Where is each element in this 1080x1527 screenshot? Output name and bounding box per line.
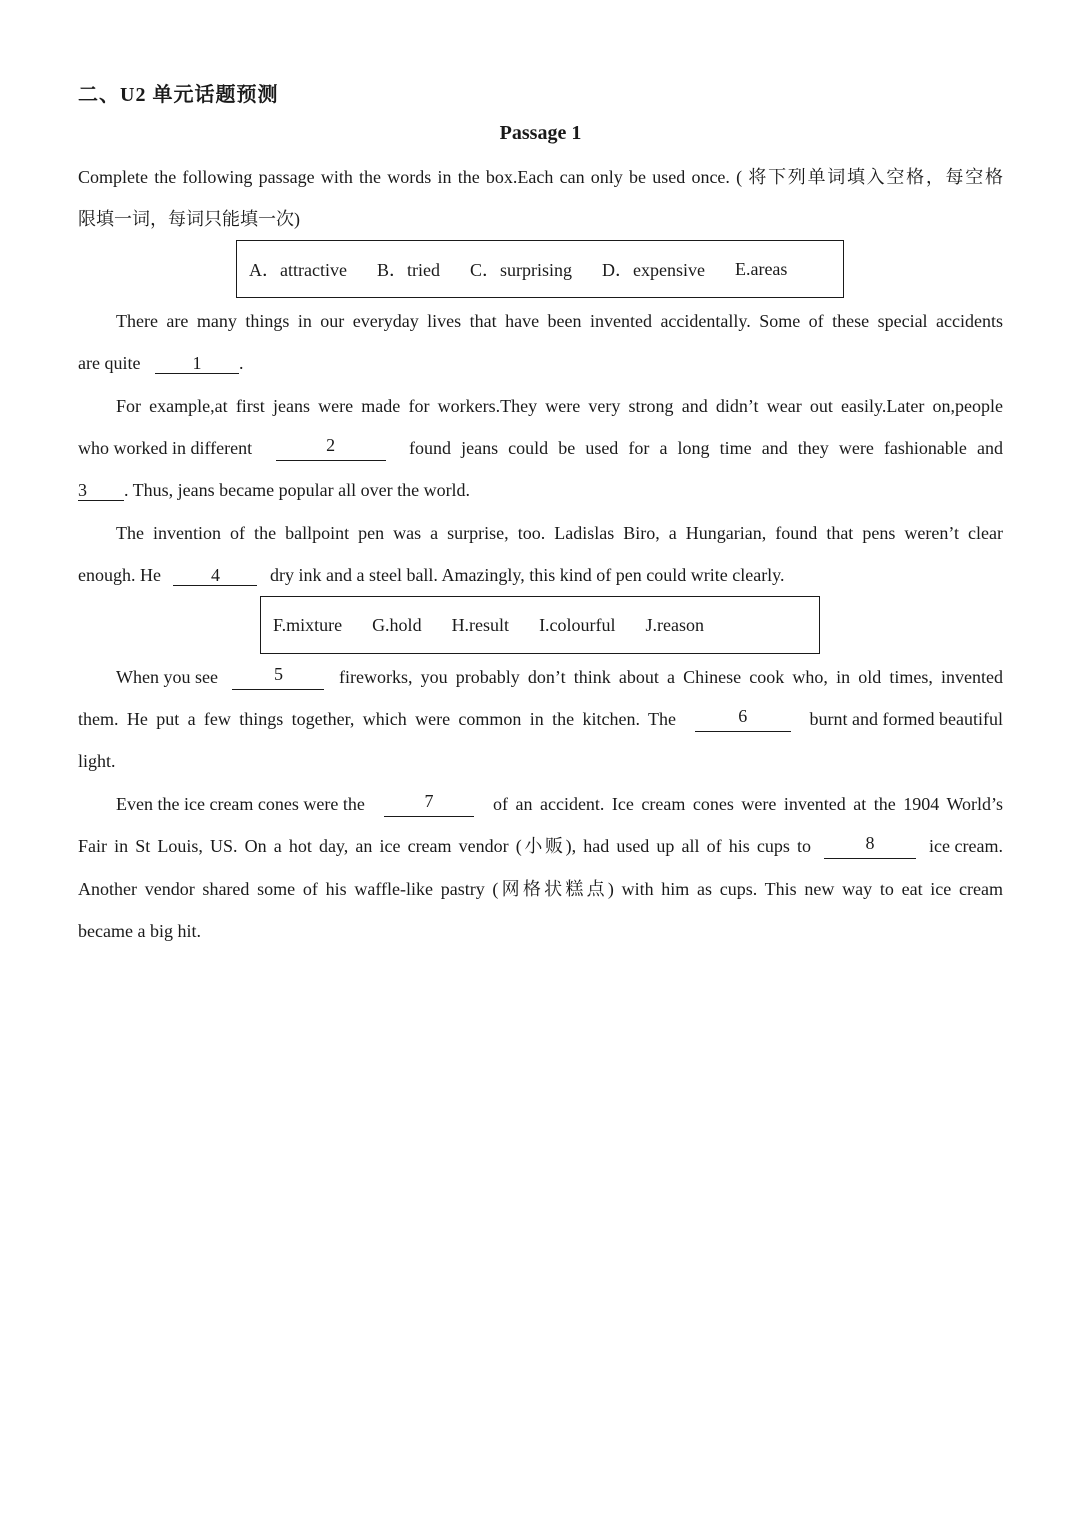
answer-blank-8[interactable]: 8	[824, 833, 916, 859]
text-segment: Fair in St Louis, US. On a hot day, an ice cream vendor (小贩), had used up all of his cups to	[78, 836, 811, 856]
paragraph-5-line-4: became a big hit.	[78, 921, 201, 941]
instructions-line-2: 限填一词，每词只能填一次)	[78, 209, 300, 229]
text-segment: . Thus, jeans became popular all over the world.	[124, 480, 471, 500]
text-segment: dry ink and a steel ball. Amazingly, this kind of pen could write clearly.	[269, 565, 785, 585]
paragraph-1-line-2	[78, 350, 1003, 376]
word-option-a: A．attractive	[249, 260, 347, 280]
word-box-1	[236, 240, 844, 298]
word-option-j: J.reason	[645, 614, 705, 635]
word-option-b: B．tried	[376, 260, 440, 280]
paragraph-5-line-1	[78, 791, 1003, 817]
paragraph-2-line-1: For example,at first jeans were made for workers.They were very strong and didn’t wear out easily.Later on,people	[116, 396, 1003, 416]
text-segment: ice cream.	[929, 836, 1003, 856]
paragraph-4-line-1	[78, 664, 1003, 690]
answer-blank-3[interactable]: 3	[78, 480, 124, 501]
paragraph-3-line-1: The invention of the ballpoint pen was a surprise, too. Ladislas Biro, a Hungarian, found that pens weren’t clear	[116, 523, 1003, 543]
answer-blank-2[interactable]: 2	[276, 435, 386, 461]
word-option-f: F.mixture	[273, 614, 343, 635]
text-segment: burnt and formed beautiful	[809, 709, 1003, 729]
text-segment: of an accident. Ice cream cones were invented at the 1904 World’s	[493, 794, 1003, 814]
answer-blank-5[interactable]: 5	[232, 664, 324, 690]
paragraph-1-line-1: There are many things in our everyday lives that have been invented accidentally. Some of these special accidents	[116, 311, 1003, 331]
text-segment: who worked in different	[78, 438, 253, 458]
text-segment: When you see	[116, 667, 218, 687]
word-option-e: E.areas	[734, 258, 788, 279]
word-option-h: H.result	[451, 614, 510, 635]
text-segment: them. He put a few things together, which were common in the kitchen. The	[78, 709, 676, 729]
word-option-i: I.colourful	[539, 614, 616, 635]
passage-title: Passage 1	[499, 122, 582, 144]
instructions-line-1: Complete the following passage with the words in the box.Each can only be used once. ( 将下列单词填入空格，每空格	[78, 167, 1003, 187]
text-segment: .	[238, 353, 244, 373]
section-heading: 二、U2 单元话题预测	[78, 84, 279, 106]
text-segment: fireworks, you probably don’t think about a Chinese cook who, in old times, invented	[339, 667, 1003, 687]
word-option-c: C．surprising	[469, 260, 572, 280]
paragraph-5-line-2	[78, 833, 1003, 859]
paragraph-5-line-3: Another vendor shared some of his waffle-like pastry (网格状糕点) with him as cups. This new way to eat ice cream	[78, 879, 1003, 899]
text-segment: enough. He	[78, 565, 161, 585]
word-option-d: D．expensive	[601, 260, 705, 280]
word-option-g: G.hold	[372, 614, 422, 635]
paragraph-3-line-2	[78, 562, 1003, 588]
paragraph-4-line-3: light.	[78, 751, 116, 771]
paragraph-2-line-2	[78, 435, 1003, 461]
text-segment: found jeans could be used for a long time and they were fashionable and	[409, 438, 1003, 458]
answer-blank-6[interactable]: 6	[695, 706, 791, 732]
paragraph-2-line-3	[78, 477, 1003, 503]
paragraph-4-line-2	[78, 706, 1003, 732]
answer-blank-1[interactable]: 1	[155, 353, 239, 374]
text-segment: Even the ice cream cones were the	[116, 794, 365, 814]
answer-blank-7[interactable]: 7	[384, 791, 474, 817]
answer-blank-4[interactable]: 4	[173, 565, 257, 586]
text-segment: are quite	[78, 353, 141, 373]
word-box-2	[260, 596, 820, 654]
